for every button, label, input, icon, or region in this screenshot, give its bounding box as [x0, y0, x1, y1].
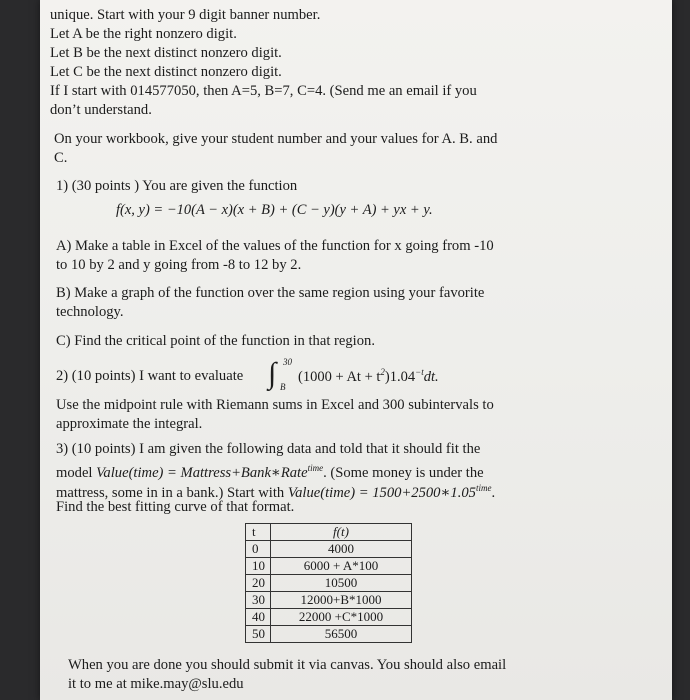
table-row	[246, 609, 412, 626]
q3-line-2-pre: model	[56, 465, 97, 481]
integrand-square: 2	[380, 367, 385, 377]
table-row	[246, 541, 412, 558]
table-row	[246, 558, 412, 575]
q2-line-1: Use the midpoint rule with Riemann sums in Excel and 300 subintervals to	[56, 397, 494, 413]
integral-upper-limit: 30	[283, 357, 292, 367]
q3-line-3-post: .	[491, 485, 496, 501]
workbook-line-1: On your workbook, give your student number and your values for A. B. and	[54, 131, 498, 147]
q1-intro: 1) (30 points ) You are given the function	[56, 178, 298, 194]
q1-part-a-line-1: A) Make a table in Excel of the values of the function for x going from -10	[56, 238, 494, 254]
integral-lower-limit: B	[280, 382, 286, 392]
table-cell-t: 0	[246, 541, 271, 558]
integrand-dt: dt.	[423, 369, 439, 385]
q1-part-b-line-1: B) Make a graph of the function over the same region using your favorite	[56, 285, 485, 301]
intro-line-1: unique. Start with your 9 digit banner number.	[50, 7, 321, 23]
q2-line-2: approximate the integral.	[56, 416, 203, 432]
q1-part-b-line-2: technology.	[56, 304, 124, 320]
q3-line-1: 3) (10 points) I am given the following data and told that it should fit the	[56, 441, 481, 457]
table-header-row	[246, 524, 412, 541]
integrand-exponent: −t	[415, 367, 424, 377]
intro-line-6: don’t understand.	[50, 102, 152, 118]
closing-line-1: When you are done you should submit it via canvas. You should also email	[68, 657, 507, 673]
table-header-f: f(t)	[271, 524, 412, 541]
q3-model-formula: Value(time) = Mattress+Bank∗Rate	[96, 465, 308, 481]
q3-model-exponent: time	[307, 463, 324, 473]
q1-part-c: C) Find the critical point of the function in that region.	[56, 333, 375, 349]
table-cell-f: 22000 +C*1000	[271, 609, 412, 626]
table-row	[246, 575, 412, 592]
table-row	[246, 592, 412, 609]
intro-line-2: Let A be the right nonzero digit.	[50, 26, 237, 42]
document-page	[40, 0, 672, 700]
table-cell-t: 50	[246, 626, 271, 643]
integrand-part-1: (1000 + At + t	[298, 369, 381, 385]
intro-line-3: Let B be the next distinct nonzero digit.	[50, 45, 282, 61]
integrand-part-2: )1.04	[384, 369, 416, 385]
table-cell-t: 20	[246, 575, 271, 592]
q3-line-2-post: . (Some money is under the	[323, 465, 484, 481]
q2-intro: 2) (10 points) I want to evaluate	[56, 368, 244, 384]
integrand	[298, 367, 439, 386]
table-cell-t: 30	[246, 592, 271, 609]
table-header-t: t	[246, 524, 271, 541]
table-cell-f: 4000	[271, 541, 412, 558]
integral-sign: ∫	[268, 357, 277, 390]
workbook-line-2: C.	[54, 150, 68, 166]
q3-start-formula: Value(time) = 1500+2500∗1.05	[287, 485, 476, 501]
table-cell-f: 12000+B*1000	[271, 592, 412, 609]
table-cell-f: 56500	[271, 626, 412, 643]
table-cell-f: 6000 + A*100	[271, 558, 412, 575]
data-table	[245, 523, 412, 643]
q1-formula: f(x, y) = −10(A − x)(x + B) + (C − y)(y + A) + yx + y.	[116, 202, 433, 218]
q3-line-3-pre: mattress, some in in a bank.) Start with	[56, 485, 288, 501]
intro-line-4: Let C be the next distinct nonzero digit.	[50, 64, 282, 80]
table-cell-t: 10	[246, 558, 271, 575]
q3-line-4: Find the best fitting curve of that format.	[56, 499, 295, 515]
closing-line-2: it to me at mike.may@slu.edu	[68, 676, 244, 692]
intro-line-5: If I start with 014577050, then A=5, B=7, C=4. (Send me an email if you	[50, 83, 477, 99]
table-cell-f: 10500	[271, 575, 412, 592]
table-row	[246, 626, 412, 643]
q1-part-a-line-2: to 10 by 2 and y going from -8 to 12 by 2.	[56, 257, 302, 273]
table-cell-t: 40	[246, 609, 271, 626]
q3-start-exponent: time	[475, 483, 492, 493]
